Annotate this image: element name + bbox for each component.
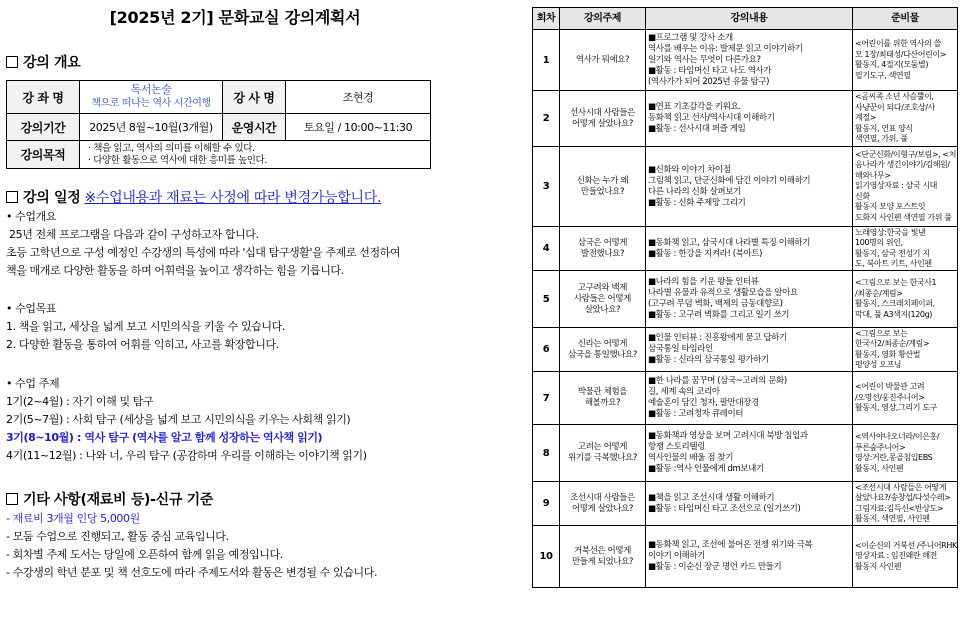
goal-label: 강의목적 [7,141,80,169]
lesson-materials-line: 활동지, 삼국 전성기 지 [855,248,930,258]
lesson-materials-line: /최종순/계림> [855,288,903,298]
lesson-materials-line: 푸른숲주니어> [855,442,906,452]
lesson-materials-line: 읽기영상자료 : 삼국 시대 [855,181,938,191]
header-session: 회차 [533,8,560,30]
lesson-materials-line: 활동지, 스크래치페이퍼, [855,299,935,308]
lesson-materials [853,147,958,227]
session-number: 5 [533,271,560,328]
session-number: 1 [533,30,560,91]
lesson-topic-line: 삼국을 통일했나요? [568,349,637,360]
lesson-topic-line: 고려는 어떻게 [577,442,628,452]
lesson-materials [853,271,958,328]
lesson-topic-line: 발전했나요? [580,248,625,259]
lesson-materials [853,425,958,482]
lesson-content-line: ■활동 : 선사시대 퍼즐 게임 [648,124,746,134]
lesson-topic-line: 어떻게 살았나요? [571,118,634,129]
lesson-materials-line: <그림으로 보는 한국사1 [855,278,937,287]
lesson-materials-line: <어린이 박물관 고려 [855,382,925,392]
lesson-materials-line: /오명선/웅진주니어> [855,392,925,402]
lesson-materials [853,227,958,271]
lesson-content-line: 역사를 배우는 이유: 발제문 읽고 이야기하기 [648,43,803,54]
lesson-content [646,147,853,227]
lesson-materials-line: 필기도구, 색연필 [855,70,911,80]
lesson-row [533,91,958,147]
lesson-content-line: (역사가가 되어 2025년 유물 탐구) [648,76,769,87]
lesson-content-line: ■활동 : 타임머신 타고 나도 역사가 [648,65,772,76]
lesson-content [646,526,853,588]
theme-title: • 수업 주제 [6,377,60,390]
lesson-content-line: ■활동 : 한강을 지켜라! (북아트) [648,248,763,259]
lesson-topic [560,328,646,372]
lesson-row [533,227,958,271]
lesson-content-line: ■인물 인터뷰 : 진흥왕에게 묻고 답하기 [648,333,787,343]
lesson-row [533,147,958,227]
lesson-materials-line: 음나라가 생긴이야기/김해원/ [855,160,950,170]
theme-line: 4기(11~12월) : 나와 너, 우리 탐구 (공감하며 우리를 이해하는 이야기책 읽기) [6,449,367,462]
lesson-content [646,425,853,482]
outline-line: 책을 매개로 다양한 활동을 하며 어휘력을 높이고 생각하는 힘을 기릅니다. [6,264,344,277]
lesson-row [533,425,958,482]
header-content: 강의내용 [646,8,853,30]
lesson-materials-line: 활동지, 영상,그리기 도구 [855,403,937,413]
period-label: 강의기간 [7,114,80,141]
schedule-heading [6,187,381,207]
lesson-row [533,372,958,425]
outline-section [6,208,400,280]
course-name-main: 독서논술 [130,83,172,96]
lesson-materials-line: <그림으로 보는 [855,328,908,338]
goal-line: · 책을 읽고, 역사의 의미를 이해할 수 있다. [88,142,255,154]
lesson-materials-line: 활동지 모양 포스트잇 [855,202,926,212]
session-number: 6 [533,328,560,372]
lesson-topic-line: 역사가 뭐예요? [575,54,630,65]
lesson-materials-line: <이순신의 거북선 /주니어RHK [855,540,957,550]
lesson-materials-line: 영상:거란,몽골침입EBS [855,453,933,462]
lesson-topic-line: 조선시대 사람들은 [570,492,635,503]
lesson-content-line: ■동화책 읽고, 조선에 불어온 전쟁 위기와 극복 [648,540,813,550]
lesson-materials-line: 한국사2/최종순/계림> [855,339,930,348]
lesson-materials [853,526,958,588]
session-number: 4 [533,227,560,271]
lesson-topic-line: 해볼까요? [584,398,621,408]
lesson-materials-line: <역사야나오너라/이은홍/ [855,432,940,441]
lesson-content-line: ■활동 : 신화 주제망 그리기 [648,197,746,208]
material-fee: - 재료비 3개월 인당 5,000원 [6,512,140,525]
session-number: 7 [533,372,560,425]
lesson-content-line: 동화책 읽고 선사/역사시대 이해하기 [648,113,775,123]
course-name-cell [80,81,223,114]
lesson-topic-line: 만들게 되었나요? [571,556,634,567]
overview-heading-text: 강의 개요 [23,55,81,71]
lesson-topic-line: 고구려와 백제 [577,282,628,293]
lesson-row [533,328,958,372]
lesson-content-line: ■연표 기초감각을 키워요. [648,102,741,112]
lesson-content [646,91,853,147]
course-info-table [6,80,431,169]
lesson-topic-line: 살았나요? [584,304,621,315]
outline-line: 25년 전체 프로그램을 다음과 같이 구성하고자 합니다. [9,228,259,241]
lesson-materials-line: 평양성 오프닝 [855,360,902,369]
lesson-topic [560,271,646,328]
lesson-materials-line: 모 1장/최태성/다산어린이> [855,49,947,59]
lesson-topic-line: 신화는 누가 왜 [576,175,629,186]
lesson-materials-line: 살았나요?/송창섭/다섯수레> [855,493,951,502]
time-label: 운영시간 [223,114,286,141]
lesson-content-line: 길, 세계 속의 코리아 [648,387,720,397]
lesson-materials-line: <단군신화/이형구/보림>, <처 [855,149,957,159]
schedule-heading-text: 강의 일정 [23,190,81,206]
checkbox-square-icon [6,191,18,203]
lesson-topic-line: 만들었나요? [580,186,625,197]
lesson-plan-body [533,30,958,588]
lesson-content [646,271,853,328]
etc-line: - 모둠 수업으로 진행되고, 활동 중심 교육입니다. [6,530,229,543]
lesson-content-line: ■프로그램 및 강사 소개 [648,32,733,43]
lesson-content [646,30,853,91]
document-title: [2025년 2기] 문화교실 강의계획서 [109,8,361,27]
instructor-label: 강 사 명 [223,81,286,114]
class-goal-title: • 수업목표 [6,302,57,315]
lesson-row [533,482,958,526]
lesson-materials-line: 활동지 사인펜 [855,561,902,571]
lesson-content-line: ■한 나라를 꿈꾸며 (삼국~고려의 문화) [648,376,787,386]
header-materials: 준비물 [853,8,958,30]
lesson-materials-line: 100명의 위인, [855,238,903,247]
lesson-materials-line: <어린이를 위한 역사의 쓸 [855,39,942,48]
etc-section [6,510,377,582]
lesson-materials [853,482,958,526]
lesson-plan-table [532,7,958,588]
outline-title: • 수업개요 [6,210,57,223]
lesson-content-line: 나라별 유물과 유적으로 생활모습을 알아요 [648,288,798,298]
period-value: 2025년 8월~10월(3개월) [80,114,223,141]
lesson-content-line: 예술혼이 담긴 청자, 팔만대장경 [648,398,759,408]
lesson-topic [560,372,646,425]
lesson-content [646,227,853,271]
theme-line: 2기(5~7월) : 사회 탐구 (세상을 넓게 보고 시민의식을 키우는 사회책 읽기) [6,413,351,426]
lesson-row [533,526,958,588]
lesson-materials [853,372,958,425]
goal-value [80,141,431,169]
lesson-materials-line: 사냥꾼이 되다/조호상/사 [855,102,936,112]
lesson-content-line: 일기와 역사는 무엇이 다른가요? [648,54,761,65]
checkbox-square-icon [6,493,18,505]
lesson-topic [560,526,646,588]
lesson-materials-line: <조선시대 사람들은 어떻게 [855,482,947,492]
lesson-materials-line: 활동지, 색연필, 사인펜 [855,514,930,523]
lesson-content-line: 역사인물의 배울 점 찾기 [648,453,734,463]
lesson-content-line: ■나라의 힘을 키운 왕들 인터뷰 [648,277,759,287]
lesson-topic [560,482,646,526]
session-number: 2 [533,91,560,147]
lesson-content-line: ■동화책과 영상을 보며 고려시대 북방 침입과 [648,431,808,441]
lesson-materials [853,91,958,147]
class-goal-section [6,300,285,354]
course-name-label: 강 좌 명 [7,81,80,114]
lesson-materials-line: 활동지, 영화 황산벌 [855,349,921,359]
lesson-materials-line: 신화 [855,191,870,201]
lesson-materials [853,328,958,372]
lesson-content-line: ■신화와 이야기 차이점 [648,164,731,175]
goal-line: · 다양한 활동으로 역사에 대한 흥미를 높인다. [88,154,267,166]
overview-heading [6,52,80,72]
lesson-content-line: ■활동 : 신라의 삼국통일 평가하기 [648,355,769,365]
lesson-materials-line: 색연필, 가위, 풀 [855,134,908,144]
class-goal-line: 2. 다양한 활동을 통하여 어휘를 익히고, 사고를 확장합니다. [6,338,279,351]
lesson-content-line: 이야기 이해하기 [648,551,705,561]
lesson-topic-line: 삼국은 어떻게 [577,237,628,248]
lesson-materials-line: 노래영상:한국을 빛낸 [855,227,926,237]
lesson-topic-line: 거북선은 어떻게 [574,545,631,556]
theme-section [6,375,367,465]
lesson-content [646,482,853,526]
lesson-content-line: ■활동 : 고려청자 큐레이터 [648,409,744,419]
lesson-topic-line: 사람들은 어떻게 [574,293,631,304]
lesson-content [646,372,853,425]
class-goal-line: 1. 책을 읽고, 세상을 넓게 보고 시민의식을 키울 수 있습니다. [6,320,285,333]
lesson-content-line: 항쟁 스토리텔링 [648,442,705,452]
lesson-content-line: ■책을 읽고 조선시대 생활 이해하기 [648,492,775,503]
etc-line: - 수강생의 학년 분포 및 책 선호도에 따라 주제도서와 활동은 변경될 수 있습니다. [6,566,378,579]
outline-line: 초등 고학년으로 구성 예정인 수강생의 특성에 따라 '십대 탐구생활'을 주제로 선정하여 [6,246,401,259]
time-value: 토요일 / 10:00~11:30 [286,114,431,141]
lesson-topic-line: 위기를 극복했나요? [568,453,637,463]
lesson-materials-line: 막대, 풀 A3색지(120g) [855,309,933,319]
session-number: 3 [533,147,560,227]
lesson-content-line: ■활동 :역사 인물에게 dm보내기 [648,464,764,474]
session-number: 10 [533,526,560,588]
lesson-materials-line: 영상자료 : 임진왜란 해전 [855,551,938,561]
lesson-content-line: ■활동 : 고구려 벽화를 그리고 일기 쓰기 [648,310,790,320]
session-number: 9 [533,482,560,526]
lesson-materials-line: 활동지, 사인펜 [855,463,904,473]
session-number: 8 [533,425,560,482]
instructor-value: 조현경 [286,81,431,114]
lesson-topic-line: 박물관 체험을 [577,387,628,397]
lesson-topic-line: 신라는 어떻게 [577,338,628,349]
lesson-content-line: (고구려 무덤 벽화, 백제의 금동대향로) [648,299,783,309]
lesson-topic [560,147,646,227]
lesson-materials [853,30,958,91]
lesson-materials-line: 해와나무> [855,170,891,180]
theme-line-current: 3기(8~10월) : 역사 탐구 (역사를 알고 함께 성장하는 역사책 읽기) [6,431,323,444]
etc-line: - 회차별 주제 도서는 당일에 오픈하여 함께 읽을 예정입니다. [6,548,283,561]
lesson-content-line: 삼국통일 타임라인 [648,344,713,354]
lesson-materials-line: 활동지, 4절지(모둠별) [855,60,929,69]
lesson-content-line: 다른 나라의 신화 살펴보기 [648,186,741,197]
lesson-materials-line: <곰씨족 소년 사슴뿔이, [855,92,934,102]
lesson-materials-line: 도, 북아트 키트, 사인펜 [855,259,932,268]
lesson-content-line: ■동화책 읽고, 삼국시대 나라별 특징 이해하기 [648,237,811,248]
lesson-materials-line: 계절> [855,113,876,123]
header-topic: 강의주제 [560,8,646,30]
lesson-topic [560,91,646,147]
checkbox-square-icon [6,56,18,68]
lesson-content-line: ■활동 : 타임머신 타고 조선으로 (일기쓰기) [648,503,801,514]
schedule-note: ※수업내용과 재료는 사정에 따라 변경가능합니다. [84,190,382,206]
lesson-topic [560,425,646,482]
lesson-materials-line: 그림자료:김득신<반상도> [855,503,944,513]
lesson-topic [560,227,646,271]
lesson-topic-line: 어떻게 살았나요? [571,503,634,514]
lesson-topic-line: 선사시대 사람들은 [570,107,635,118]
lesson-materials-line: 도화지 사인펜 색연필 가위 풀 [855,212,952,222]
course-name-sub: 책으로 떠나는 역사 시간여행 [91,98,211,109]
lesson-content-line: 그림책 읽고, 단군신화에 담긴 이야기 이해하기 [648,175,811,186]
lesson-content-line: ■활동 : 이순신 장군 명언 카드 만들기 [648,562,782,572]
etc-heading-text: 기타 사항(재료비 등)-신규 기준 [23,492,214,508]
theme-line: 1기(2~4월) : 자기 이해 및 탐구 [6,395,154,408]
etc-heading [6,489,213,509]
lesson-row [533,30,958,91]
lesson-materials-line: 활동지, 연표 양식 [855,123,913,133]
lesson-content [646,328,853,372]
lesson-topic [560,30,646,91]
lesson-row [533,271,958,328]
